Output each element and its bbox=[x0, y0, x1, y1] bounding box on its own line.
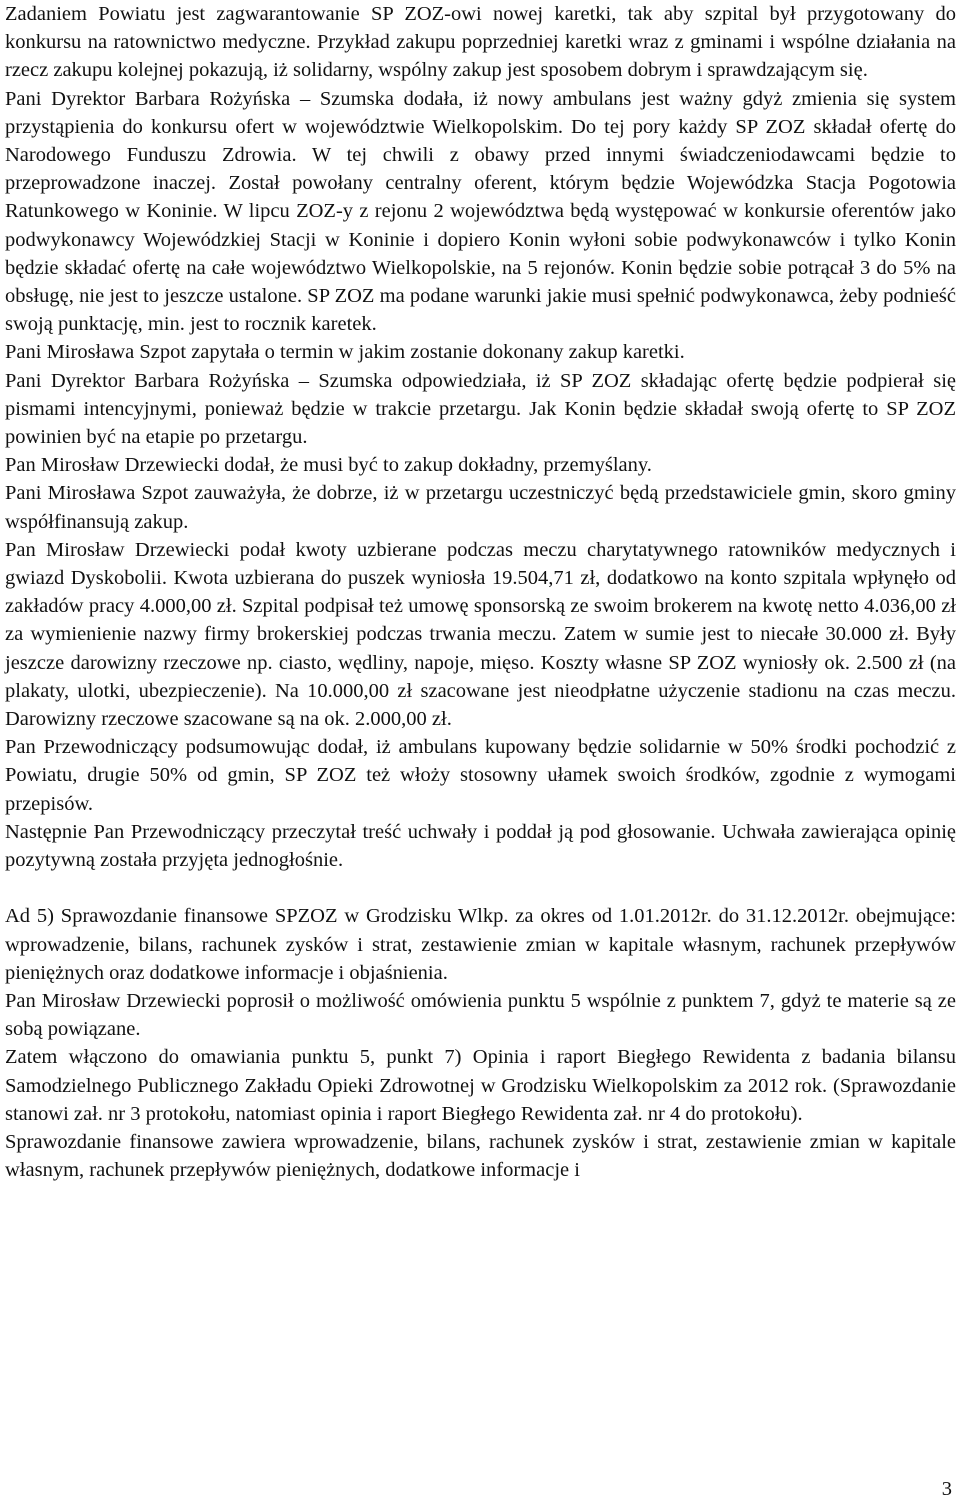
paragraph-5: Pan Mirosław Drzewiecki dodał, że musi być to zakup dokładny, przemyślany. bbox=[5, 454, 652, 477]
agenda-item-5: Ad 5) Sprawozdanie finansowe SPZOZ w Grodzisku Wlkp. za okres od 1.01.2012r. do 31.12.2012r. obejmujące: wprowadzenie, bilans, rachunek zysków i strat, zestawienie zmian w kapitale własnym, rachunek przepływów pieniężnych oraz dodatkowe informacje i objaśnienia. bbox=[5, 905, 956, 984]
paragraph-9: Następnie Pan Przewodniczący przeczytał treść uchwały i poddał ją pod głosowanie. Uchwała zawierająca opinię pozytywną została przyjęta jednogłośnie. bbox=[5, 820, 956, 872]
paragraph-gap bbox=[5, 874, 956, 902]
paragraph-12: Zatem włączono do omawiania punktu 5, punkt 7) Opinia i raport Biegłego Rewidenta z badania bilansu Samodzielnego Publicznego Zakładu Opieki Zdrowotnej w Grodzisku Wielkopolskim za 2012 rok. (Sprawozdanie stanowi zał. nr 3 protokołu, natomiast opinia i raport Biegłego Rewidenta zał. nr 4 do protokołu). bbox=[5, 1046, 956, 1125]
paragraph-1: Zadaniem Powiatu jest zagwarantowanie SP ZOZ-owi nowej karetki, tak aby szpital był przygotowany do konkursu na ratownictwo medyczne. Przykład zakupu poprzedniej karetki wraz z gminami i wspólne działania na rzecz zakupu kolejnej pokazują, iż solidarny, wspólny zakup jest sposobem dobrym i sprawdzającym się. bbox=[5, 3, 956, 82]
paragraph-8: Pan Przewodniczący podsumowując dodał, iż ambulans kupowany będzie solidarnie w 50% środki pochodzić z Powiatu, drugie 50% od gmin, SP ZOZ też włoży stosowny ułamek swoich środków, zgodnie z wymogami przepisów. bbox=[5, 736, 956, 815]
paragraph-7: Pan Mirosław Drzewiecki podał kwoty uzbierane podczas meczu charytatywnego ratowników medycznych i gwiazd Dyskobolii. Kwota uzbierana do puszek wyniosła 19.504,71 zł, dodatkowo na konto szpitala wpłynęło od zakładów pracy 4.000,00 zł. Szpital podpisał też umowę sponsorską ze swoim brokerem na kwotę netto 4.036,00 zł za wymienienie nazwy firmy brokerskiej podczas trwania meczu. Zatem w sumie jest to niecałe 30.000 zł. Były jeszcze darowizny rzeczowe np. ciasto, wędliny, napoje, mięso. Koszty własne SP ZOZ wyniosły ok. 2.500 zł (na plakaty, ulotki, ubezpieczenie). Na 10.000,00 zł szacowane jest nieodpłatne użyczenie stadionu na czas meczu. Darowizny rzeczowe szacowane są na ok. 2.000,00 zł. bbox=[5, 538, 956, 731]
paragraph-11: Pan Mirosław Drzewiecki poprosił o możliwość omówienia punktu 5 wspólnie z punktem 7, gdyż te materie są ze sobą powiązane. bbox=[5, 989, 956, 1041]
paragraph-6: Pani Mirosława Szpot zauważyła, że dobrze, iż w przetargu uczestniczyć będą przedstawiciele gmin, skoro gminy współfinansują zakup. bbox=[5, 482, 956, 533]
document-page bbox=[5, 0, 956, 1184]
paragraph-2: Pani Dyrektor Barbara Rożyńska – Szumska dodała, iż nowy ambulans jest ważny gdyż zmienia się system przystąpienia do konkursu ofert w województwie Wielkopolskim. Do tej pory każdy SP ZOZ składał ofertę do Narodowego Funduszu Zdrowia. W tej chwili z obawy przed innymi świadczeniodawcami będzie to przeprowadzone inaczej. Został powołany centralny oferent, którym będzie Wojewódzka Stacja Pogotowia Ratunkowego w Koninie. W lipcu ZOZ-y z rejonu 2 województwa będą występować w konkursie oferentów jako podwykonawcy Wojewódzkiej Stacji w Koninie i dopiero Konin wyłoni sobie podwykonawców i tylko Konin będzie składać ofertę na całe województwo Wielkopolskie, na 5 rejonów. Konin będzie sobie potrącał 3 do 5% na obsługę, nie jest to jeszcze ustalone. SP ZOZ ma podane warunki jakie musi spełnić podwykonawca, żeby podnieść swoją punktację, min. jest to rocznik karetek. bbox=[5, 87, 956, 336]
page-number: 3 bbox=[941, 1478, 952, 1500]
paragraph-3: Pani Mirosława Szpot zapytała o termin w jakim zostanie dokonany zakup karetki. bbox=[5, 341, 685, 364]
paragraph-13: Sprawozdanie finansowe zawiera wprowadzenie, bilans, rachunek zysków i strat, zestawienie zmian w kapitale własnym, rachunek przepływów pieniężnych, dodatkowe informacje i bbox=[5, 1130, 956, 1182]
paragraph-4: Pani Dyrektor Barbara Rożyńska – Szumska odpowiedziała, iż SP ZOZ składając ofertę będzie podpierał się pismami intencyjnymi, ponieważ będzie w trakcie przetargu. Jak Konin będzie składał swoją ofertę to SP ZOZ powinien być na etapie po przetargu. bbox=[5, 369, 956, 449]
